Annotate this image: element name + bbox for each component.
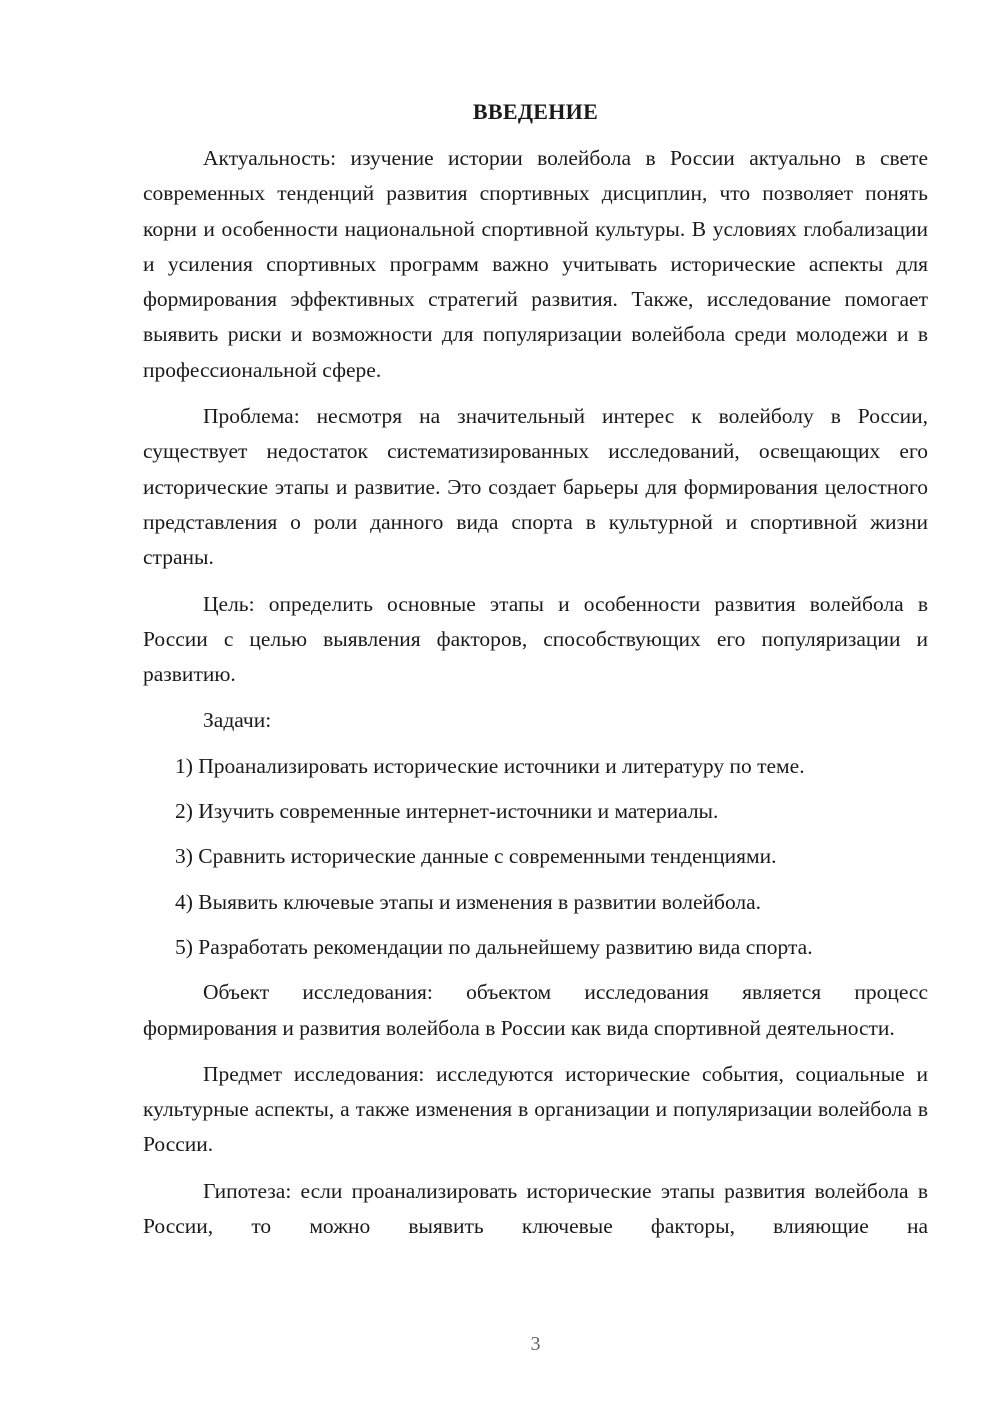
subject-paragraph: Предмет исследования: исследуются исторические события, социальные и культурные аспекты, а также изменения в организации и популяризации волейбола в России. [143, 1061, 928, 1157]
task-item-1: 1) Проанализировать исторические источники и литературу по теме. [175, 753, 805, 778]
document-page [143, 0, 928, 1414]
task-item-2: 2) Изучить современные интернет-источники и материалы. [175, 799, 719, 824]
relevance-paragraph: Актуальность: изучение истории волейбола в России актуально в свете современных тенденций развития спортивных дисциплин, что позволяет понять корни и особенности национальной спортивной культуры. В условиях глобализации и усиления спортивных программ важно учитывать исторические аспекты для формирования эффективных стратегий развития. Также, исследование помогает выявить риски и возможности для популяризации волейбола среди молодежи и в профессиональной сфере. [143, 146, 928, 382]
task-item-4: 4) Выявить ключевые этапы и изменения в развитии волейбола. [175, 889, 762, 914]
goal-paragraph: Цель: определить основные этапы и особенности развития волейбола в России с целью выявления факторов, способствующих его популяризации и развитию. [143, 591, 928, 687]
section-heading: ВВЕДЕНИЕ [472, 99, 599, 124]
object-paragraph: Объект исследования: объектом исследования является процесс формирования и развития волейбола в России как вида спортивной деятельности. [143, 980, 928, 1040]
page-number: 3 [530, 1333, 541, 1355]
hypothesis-paragraph: Гипотеза: если проанализировать исторические этапы развития волейбола в России, то можно выявить ключевые факторы, влияющие на [143, 1178, 928, 1239]
tasks-list [143, 749, 928, 965]
task-item-5: 5) Разработать рекомендации по дальнейшему развитию вида спорта. [175, 934, 813, 959]
task-item-3: 3) Сравнить исторические данные с современными тенденциями. [175, 844, 777, 869]
document-body [143, 141, 928, 1255]
problem-paragraph: Проблема: несмотря на значительный интерес к волейболу в России, существует недостаток систематизированных исследований, освещающих его исторические этапы и развитие. Это создает барьеры для формирования целостного представления о роли данного вида спорта в культурной и спортивной жизни страны. [143, 404, 928, 570]
tasks-title: Задачи: [203, 708, 272, 733]
